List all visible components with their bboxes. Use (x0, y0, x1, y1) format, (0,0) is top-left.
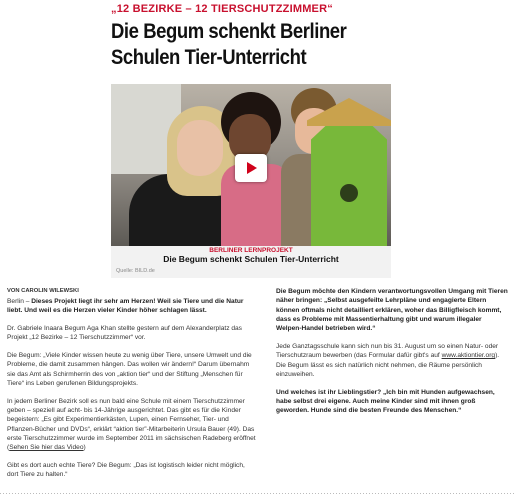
video-caption-kicker: BERLINER LERNPROJEKT (209, 247, 293, 254)
thumbnail-birdhouse-hole (340, 184, 358, 202)
paragraph (276, 287, 508, 333)
article-kicker: „12 BEZIRKE – 12 TIERSCHUTZZIMMER“ (111, 3, 333, 15)
paragraph (276, 342, 508, 379)
article-column-left (7, 297, 257, 488)
paragraph (7, 397, 257, 453)
play-icon (243, 160, 259, 176)
video-link[interactable]: Sehen Sie hier das Video (9, 444, 84, 452)
article-column-right (276, 287, 508, 424)
quote-bold: Und welches ist ihr Lieblingstier? „Ich bin mit Hunden aufgewachsen, habe selbst drei eigene. Auch meine Kinder sind mit ihnen groß geworden. Hunde sind die besten Freunde des Menschen.“ (276, 388, 495, 415)
play-button[interactable] (235, 154, 267, 182)
video-source: Quelle: BILD.de (116, 268, 155, 274)
paragraph-lead (7, 297, 257, 316)
paragraph: Gibt es dort auch echte Tiere? Die Begum: „Das ist logistisch leider nicht möglich, dort Tiere zu halten.“ (7, 462, 245, 479)
article-headline (111, 18, 360, 70)
byline: VON CAROLIN WILEWSKI (7, 288, 79, 294)
paragraph-text: Jede Ganztagsschule kann sich nun bis 31. August um so einen Natur- oder Tierschutzraum bewerben (das Formular dafür gibt's auf (276, 342, 499, 360)
video-player[interactable] (111, 84, 391, 278)
paragraph-text: In jedem Berliner Bezirk soll es nun bald eine Schule mit einem Tierschutzzimmer geben – speziell auf acht- bis 14-Jährige ausgerichtet. Das gibt es für die Kinder begeistern: „Es gibt Experimentierkästen, Lupen, einen Fernseher, Tier- und Pflanzen-Bücher und DVDs“, erklärt “aktion tier”-Mitarbeiterin Ursula Bauer (49). Das erste Tierschutzzimmer wurde im September 2011 im sächsischen Radeberg eröffnet ( (7, 397, 256, 452)
quote-bold: „Selbst ausgefeilte Lehrpläne und engagierte Eltern können oftmals nicht detailliert erklären, woher das Billigfleisch kommt, dass es Probleme mit Massentierhaltung gibt und warum illegaler Welpen-Handel betrieben wird.“ (276, 297, 502, 333)
headline-line-1: Die Begum schenkt Berliner (111, 19, 347, 43)
video-caption-title[interactable]: Die Begum schenkt Schulen Tier-Unterricht (163, 254, 339, 264)
lead-text: Dieses Projekt liegt ihr sehr am Herzen! Weil sie Tiere und die Natur liebt. Und weil es die Herzen vieler Kinder höher schlagen lässt. (7, 298, 244, 315)
paragraph-text: ) (83, 444, 86, 452)
paragraph: Die Begum: „Viele Kinder wissen heute zu wenig über Tiere, unsere Umwelt und die Probleme, die damit zusammen hängen. Das wollen wir ändern!“ Darum übernahm sie das Amt als Schirmherrin des von „aktion tier“ und der Stiftung „Menschen für Tiere“ ins Leben gerufenen Bildungsprojekts. (7, 352, 252, 388)
aktiontier-link[interactable]: www.aktiontier.org (441, 352, 496, 360)
bottom-divider (0, 493, 515, 494)
headline-line-2: Schulen Tier-Unterricht (111, 45, 307, 69)
paragraph (276, 388, 508, 416)
video-thumbnail[interactable] (111, 84, 391, 246)
paragraph-text: ). Die Begum lässt es sich natürlich nicht nehmen, die Räume persönlich einzuweihen. (276, 352, 500, 378)
dateline: Berlin – (7, 298, 32, 305)
thumbnail-woman-face (177, 120, 223, 176)
paragraph: Dr. Gabriele Inaara Begum Aga Khan stellte gestern auf dem Alexanderplatz das Projekt „12 Bezirke – 12 Tierschutzzimmer“ vor. (7, 325, 242, 342)
paragraph-bold: Die Begum möchte den Kindern verantwortungsvollen Umgang mit Tieren näher bringen: (276, 288, 508, 305)
